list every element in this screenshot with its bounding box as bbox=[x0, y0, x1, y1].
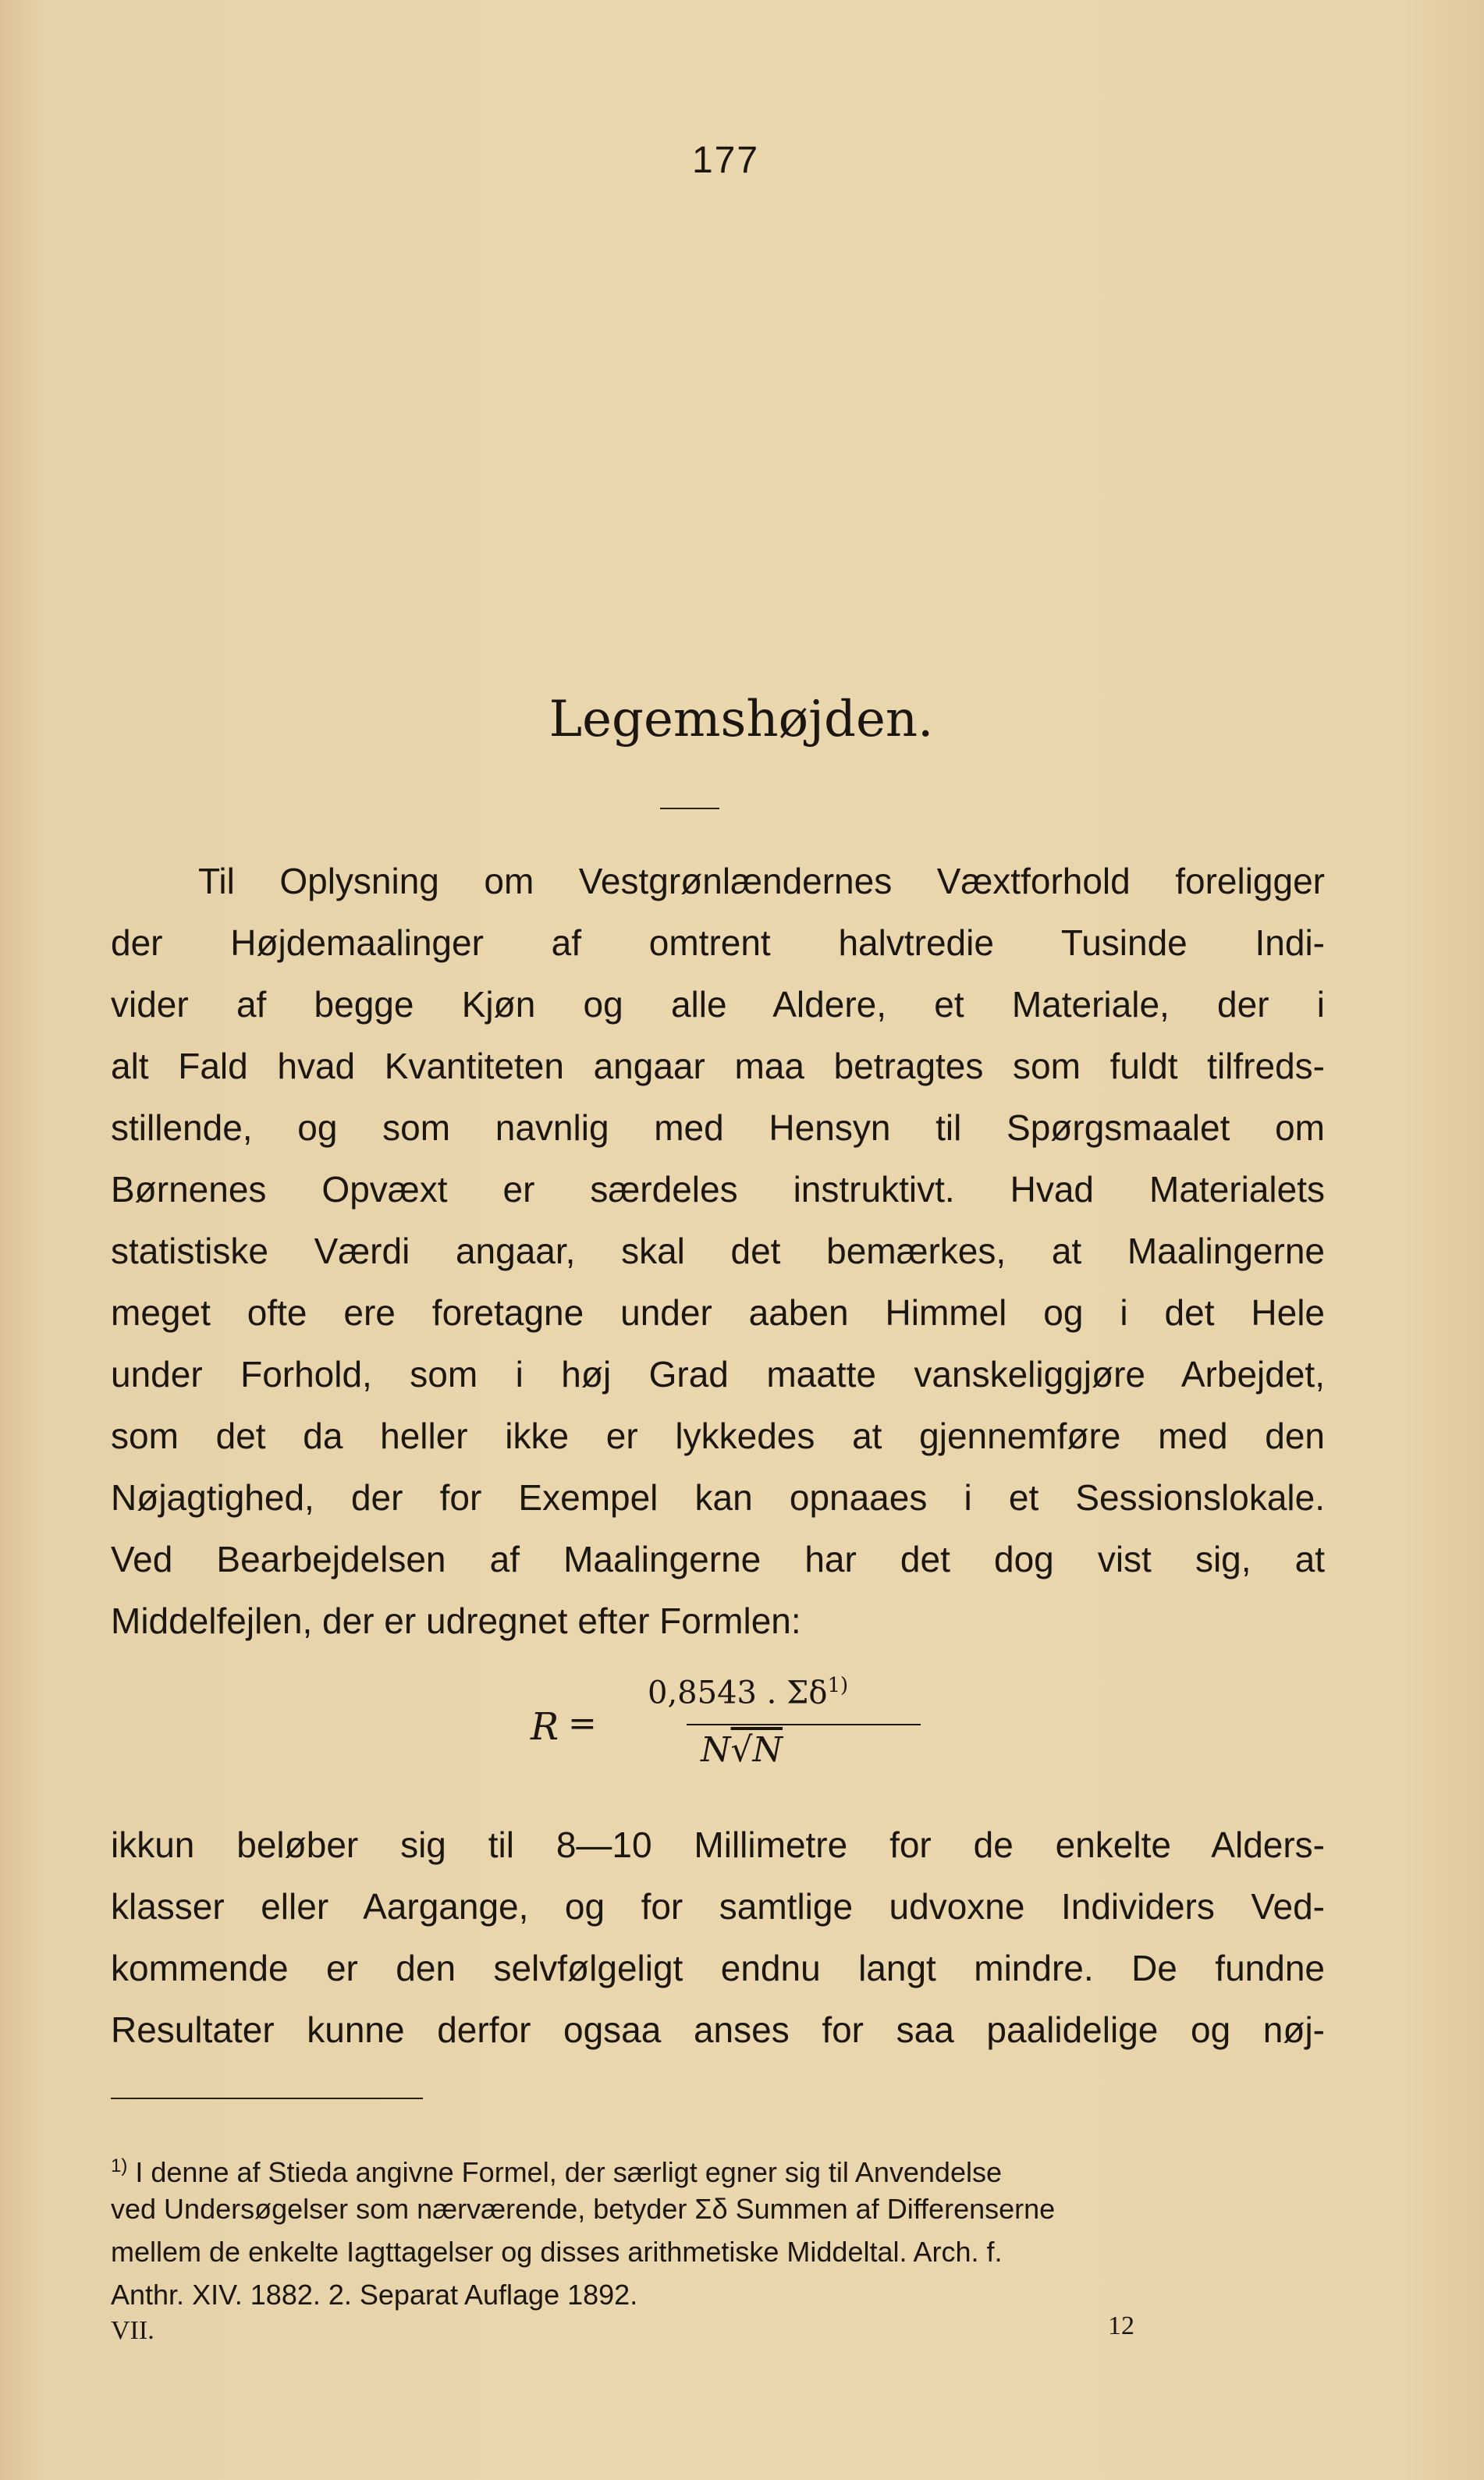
text-line: Nøjagtighed, der for Exempel kan opnaaes i et Sessionslokale. bbox=[111, 1477, 1325, 1518]
text-line: alt Fald hvad Kvantiteten angaar maa betragtes som fuldt tilfreds- bbox=[111, 1046, 1325, 1086]
formula-denominator-n: N bbox=[701, 1730, 731, 1770]
formula-denominator-root: √N bbox=[730, 1730, 783, 1770]
paragraph-1 bbox=[111, 851, 1325, 1652]
formula-lhs: R bbox=[531, 1705, 559, 1749]
formula-denominator bbox=[701, 1730, 783, 1770]
text-line: Middelfejlen, der er udregnet efter Formlen: bbox=[111, 1601, 801, 1641]
footnote-divider bbox=[111, 2098, 423, 2099]
formula-equals: = bbox=[568, 1704, 597, 1743]
text-line: statistiske Værdi angaar, skal det bemærkes, at Maalingerne bbox=[111, 1231, 1325, 1271]
footnote-line bbox=[111, 2144, 1325, 2187]
formula-footnote-mark: 1) bbox=[827, 1674, 849, 1697]
footnote-line: mellem de enkelte Iagttagelser og disses arithmetiske Middeltal. Arch. f. bbox=[111, 2236, 1003, 2268]
footnote-line: Anthr. XIV. 1882. 2. Separat Auflage 1892. bbox=[111, 2279, 638, 2311]
text-line: ikkun beløber sig til 8—10 Millimetre for de enkelte Alders- bbox=[111, 1824, 1325, 1865]
chapter-title: Legemshøjden. bbox=[549, 691, 934, 748]
text-line: stillende, og som navnlig med Hensyn til Spørgsmaalet om bbox=[111, 1107, 1325, 1148]
formula-numerator-text: 0,8543 . Σδ bbox=[648, 1675, 828, 1711]
page-number: 177 bbox=[691, 140, 760, 181]
text-line: Ved Bearbejdelsen af Maalingerne har det dog vist sig, at bbox=[111, 1539, 1325, 1579]
text-line: Børnenes Opvæxt er særdeles instruktivt. Hvad Materialets bbox=[111, 1169, 1325, 1210]
text-line: Til Oplysning om Vestgrønlændernes Væxtforhold foreligger bbox=[198, 861, 1325, 901]
text-line: vider af begge Kjøn og alle Aldere, et Materiale, der i bbox=[111, 984, 1325, 1025]
signature-mark-right: 12 bbox=[1108, 2311, 1134, 2340]
text-line: kommende er den selvfølgeligt endnu langt mindre. De fundne bbox=[111, 1948, 1325, 1988]
footnote-line: ved Undersøgelser som nærværende, betyder Σδ Summen af Differenserne bbox=[111, 2193, 1056, 2225]
error-formula bbox=[531, 1674, 936, 1783]
footnote bbox=[111, 2144, 1325, 2316]
signature-mark-left: VII. bbox=[111, 2316, 154, 2345]
text-line: meget ofte ere foretagne under aaben Himmel og i det Hele bbox=[111, 1292, 1325, 1333]
text-line: Resultater kunne derfor ogsaa anses for saa paalidelige og nøj- bbox=[111, 2009, 1325, 2050]
formula-numerator bbox=[648, 1674, 848, 1711]
text-line: klasser eller Aargange, og for samtlige udvoxne Individers Ved- bbox=[111, 1886, 1325, 1927]
fraction-bar bbox=[687, 1724, 921, 1725]
text-line: der Højdemaalinger af omtrent halvtredie Tusinde Indi- bbox=[111, 922, 1325, 963]
text-line: under Forhold, som i høj Grad maatte vanskeliggjøre Arbejdet, bbox=[111, 1354, 1325, 1395]
footnote-mark: 1) bbox=[111, 2155, 128, 2176]
text-line: som det da heller ikke er lykkedes at gjennemføre med den bbox=[111, 1416, 1325, 1456]
title-divider bbox=[660, 808, 719, 809]
paragraph-2 bbox=[111, 1814, 1325, 2061]
footnote-text: I denne af Stieda angivne Formel, der særligt egner sig til Anvendelse bbox=[135, 2156, 1002, 2188]
